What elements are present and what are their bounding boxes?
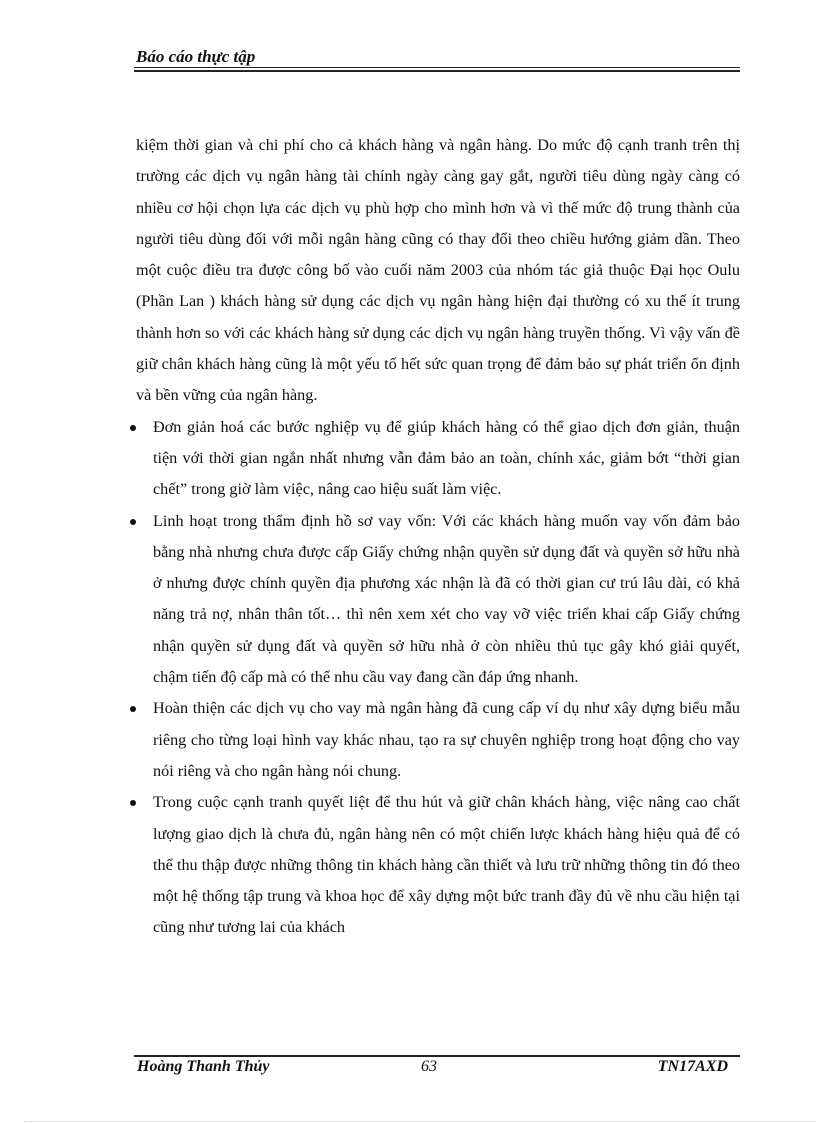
bullet-icon (130, 519, 136, 525)
list-item (136, 693, 740, 787)
list-item (136, 787, 740, 943)
intro-paragraph: kiệm thời gian và chi phí cho cả khách hàng và ngân hàng. Do mức độ cạnh tranh trên thị trường các dịch vụ ngân hàng tài chính ngày càng gay gắt, người tiêu dùng ngày càng có nhiều cơ hội chọn lựa các dịch vụ phù hợp cho mình hơn và vì thế mức độ trung thành của người tiêu dùng đối với mỗi ngân hàng cũng có thay đổi theo chiều hướng giảm dần. Theo một cuộc điều tra được công bố vào cuối năm 2003 của nhóm tác giả thuộc Đại học Oulu (Phần Lan ) khách hàng sử dụng các dịch vụ ngân hàng hiện đại thường có xu thế ít trung thành hơn so với các khách hàng sử dụng các dịch vụ ngân hàng truyền thống. Vì vậy vấn đề giữ chân khách hàng cũng là một yếu tố hết sức quan trọng để đảm bảo sự phát triển ổn định và bền vững của ngân hàng. (136, 136, 740, 405)
running-header-title: Báo cáo thực tập (136, 47, 256, 66)
header-divider-thick (134, 70, 740, 72)
bullet-icon (130, 706, 136, 712)
page-edge-divider (24, 1121, 816, 1122)
bullet-icon (130, 800, 136, 806)
bullet-icon (130, 425, 136, 431)
list-item-text: Hoàn thiện các dịch vụ cho vay mà ngân hàng đã cung cấp ví dụ như xây dựng biểu mẫu riêng cho từng loại hình vay khác nhau, tạo ra sự chuyên nghiệp trong hoạt động cho vay nói riêng và cho ngân hàng nói chung. (153, 699, 740, 780)
list-item-text: Linh hoạt trong thẩm định hồ sơ vay vốn: Với các khách hàng muốn vay vốn đảm bảo bằng nhà nhưng chưa được cấp Giấy chứng nhận quyền sử dụng đất và quyền sở hữu nhà ở nhưng được chính quyền địa phương xác nhận là đã có thời gian cư trú lâu dài, có khả năng trả nợ, nhân thân tốt… thì nên xem xét cho vay vỡ việc triển khai cấp Giấy chứng nhận quyền sử dụng đất và quyền sở hữu nhà ở còn nhiều thủ tục gây khó giải quyết, chậm tiến độ cấp mà có thể nhu cầu vay đang cần đáp ứng nhanh. (153, 511, 740, 687)
list-item (136, 506, 740, 694)
footer-author: Hoàng Thanh Thủy (137, 1058, 270, 1075)
footer-class-code: TN17AXD (657, 1058, 728, 1075)
list-item-text: Đơn giản hoá các bước nghiệp vụ để giúp khách hàng có thể giao dịch đơn giản, thuận tiện với thời gian ngắn nhất nhưng vẫn đảm bảo an toàn, chính xác, giảm bớt “thời gian chết” trong giờ làm việc, nâng cao hiệu suất làm việc. (153, 417, 740, 499)
header-divider-thin (134, 67, 740, 68)
page-body (136, 130, 740, 944)
footer-divider (134, 1055, 740, 1057)
list-item-text: Trong cuộc cạnh tranh quyết liệt để thu hút và giữ chân khách hàng, việc nâng cao chất lượng giao dịch là chưa đủ, ngân hàng nên có một chiến lược khách hàng hiệu quả để có thể thu thập được những thông tin khách hàng cần thiết và lưu trữ những thông tin đó theo một hệ thống tập trung và khoa học để xây dựng một bức tranh đầy đủ về nhu cầu hiện tại cũng như tương lai của khách (153, 793, 740, 937)
list-item (136, 412, 740, 506)
page-number: 63 (421, 1058, 437, 1075)
recommendation-list (136, 412, 740, 944)
